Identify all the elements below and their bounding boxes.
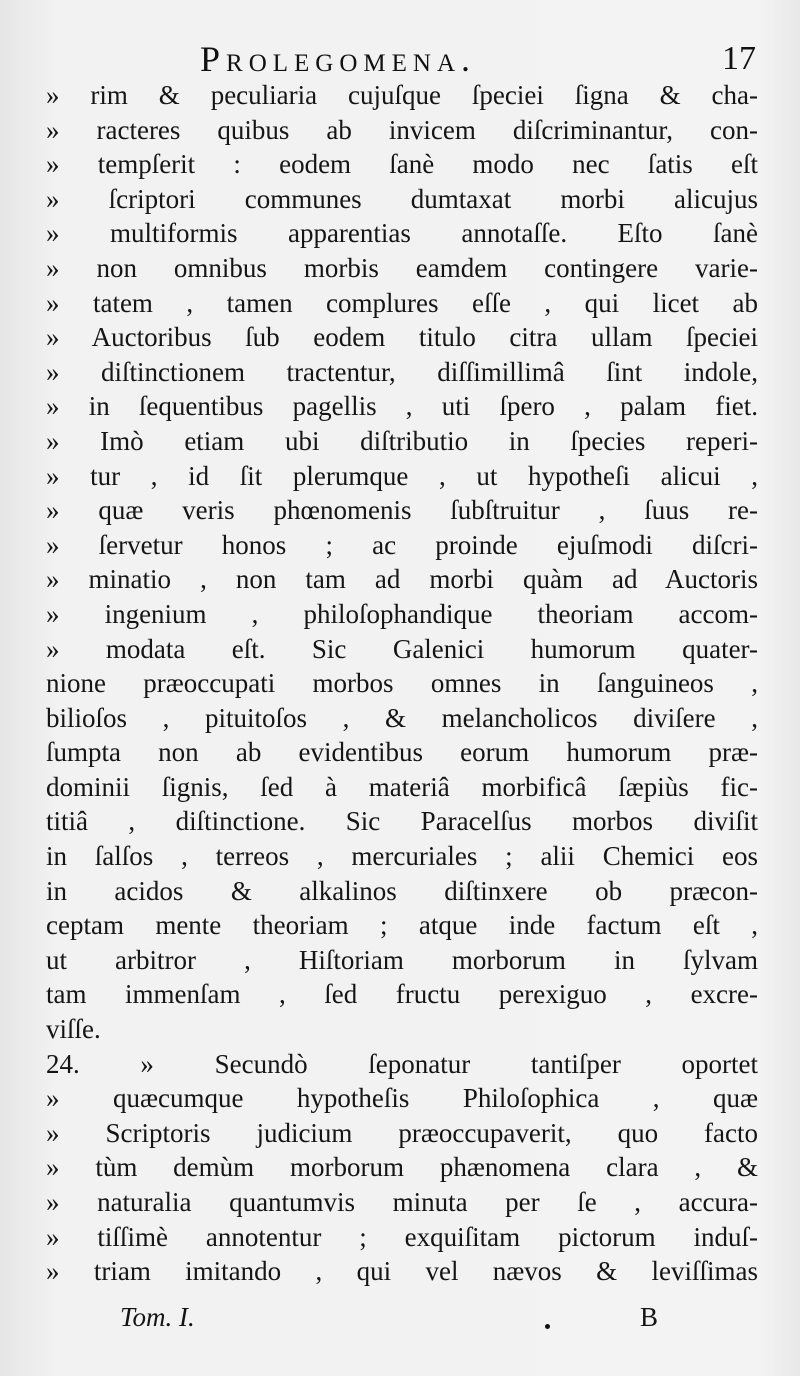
text-line: » racteres quibus ab invicem diſcriminantur, con- xyxy=(46,114,758,145)
footer-dot xyxy=(545,1324,550,1329)
signature-mark: B xyxy=(640,1302,659,1332)
text-line: » quæ veris phœnomenis ſubſtruitur , ſuus re- xyxy=(46,495,758,526)
text-line: » ingenium , philoſophandique theoriam accom- xyxy=(46,598,758,629)
text-line: ſumpta non ab evidentibus eorum humorum præ- xyxy=(46,737,758,768)
text-line: » Imò etiam ubi diſtributio in ſpecies reperi- xyxy=(46,425,758,456)
text-line: » ſervetur honos ; ac proinde ejuſmodi diſcri- xyxy=(46,529,758,560)
text-line: » triam imitando , qui vel nævos & leviſſimas xyxy=(46,1256,758,1287)
text-line: » minatio , non tam ad morbi quàm ad Auctoris xyxy=(46,564,758,595)
text-line: bilioſos , pituitoſos , & melancholicos diviſere , xyxy=(46,702,758,733)
text-line: nione præoccupati morbos omnes in ſanguineos , xyxy=(46,668,758,699)
text-line: » multiformis apparentias annotaſſe. Eſto ſanè xyxy=(46,218,758,249)
text-line: » Auctoribus ſub eodem titulo citra ullam ſpeciei xyxy=(46,322,758,353)
text-line: in ſalſos , terreos , mercuriales ; alii Chemici eos xyxy=(46,841,758,872)
page-number: 17 xyxy=(722,40,756,77)
text-line: » rim & peculiaria cujuſque ſpeciei ſigna & cha- xyxy=(46,80,758,110)
text-line: » non omnibus morbis eamdem contingere varie- xyxy=(46,252,758,283)
text-line: » naturalia quantumvis minuta per ſe , accura- xyxy=(46,1187,758,1217)
page-footer xyxy=(0,1302,800,1342)
text-line: » tatem , tamen complures eſſe , qui licet ab xyxy=(46,287,758,318)
text-line: 24. » Secundò ſeponatur tantiſper oportet xyxy=(46,1048,758,1079)
text-line: ceptam mente theoriam ; atque inde factum eſt , xyxy=(46,910,758,941)
text-line: » ſcriptori communes dumtaxat morbi alicujus xyxy=(46,183,758,214)
text-line: dominii ſignis, ſed à materiâ morbificâ ſæpiùs fic- xyxy=(46,771,758,802)
text-body xyxy=(46,78,758,1289)
text-line: » tur , id ſit plerumque , ut hypotheſi alicui , xyxy=(46,460,758,491)
volume-mark: Tom. I. xyxy=(120,1302,195,1332)
text-line: » modata eſt. Sic Galenici humorum quater- xyxy=(46,633,758,664)
text-line: viſſe. xyxy=(46,1014,101,1045)
text-line: » in ſequentibus pagellis , uti ſpero , palam fiet. xyxy=(46,391,758,422)
text-line: in acidos & alkalinos diſtinxere ob præcon- xyxy=(46,875,758,906)
text-line: » tempſerit : eodem ſanè modo nec ſatis eſt xyxy=(46,149,758,180)
text-line: tam immenſam , ſed fructu perexiguo , excre- xyxy=(46,979,758,1010)
text-line: titiâ , diſtinctione. Sic Paracelſus morbos diviſit xyxy=(46,806,758,837)
text-line: » tùm demùm morborum phænomena clara , & xyxy=(46,1152,758,1183)
text-line: » Scriptoris judicium præoccupaverit, quo facto xyxy=(46,1117,758,1148)
text-line: » quæcumque hypotheſis Philoſophica , quæ xyxy=(46,1083,758,1114)
running-title: Prolegomena. xyxy=(200,39,477,79)
text-line: » diſtinctionem tractentur, diſſimillimâ ſint indole, xyxy=(46,356,758,387)
text-line: ut arbitror , Hiſtoriam morborum in ſylvam xyxy=(46,944,758,975)
text-line: » tiſſimè annotentur ; exquiſitam pictorum induſ- xyxy=(46,1221,758,1252)
